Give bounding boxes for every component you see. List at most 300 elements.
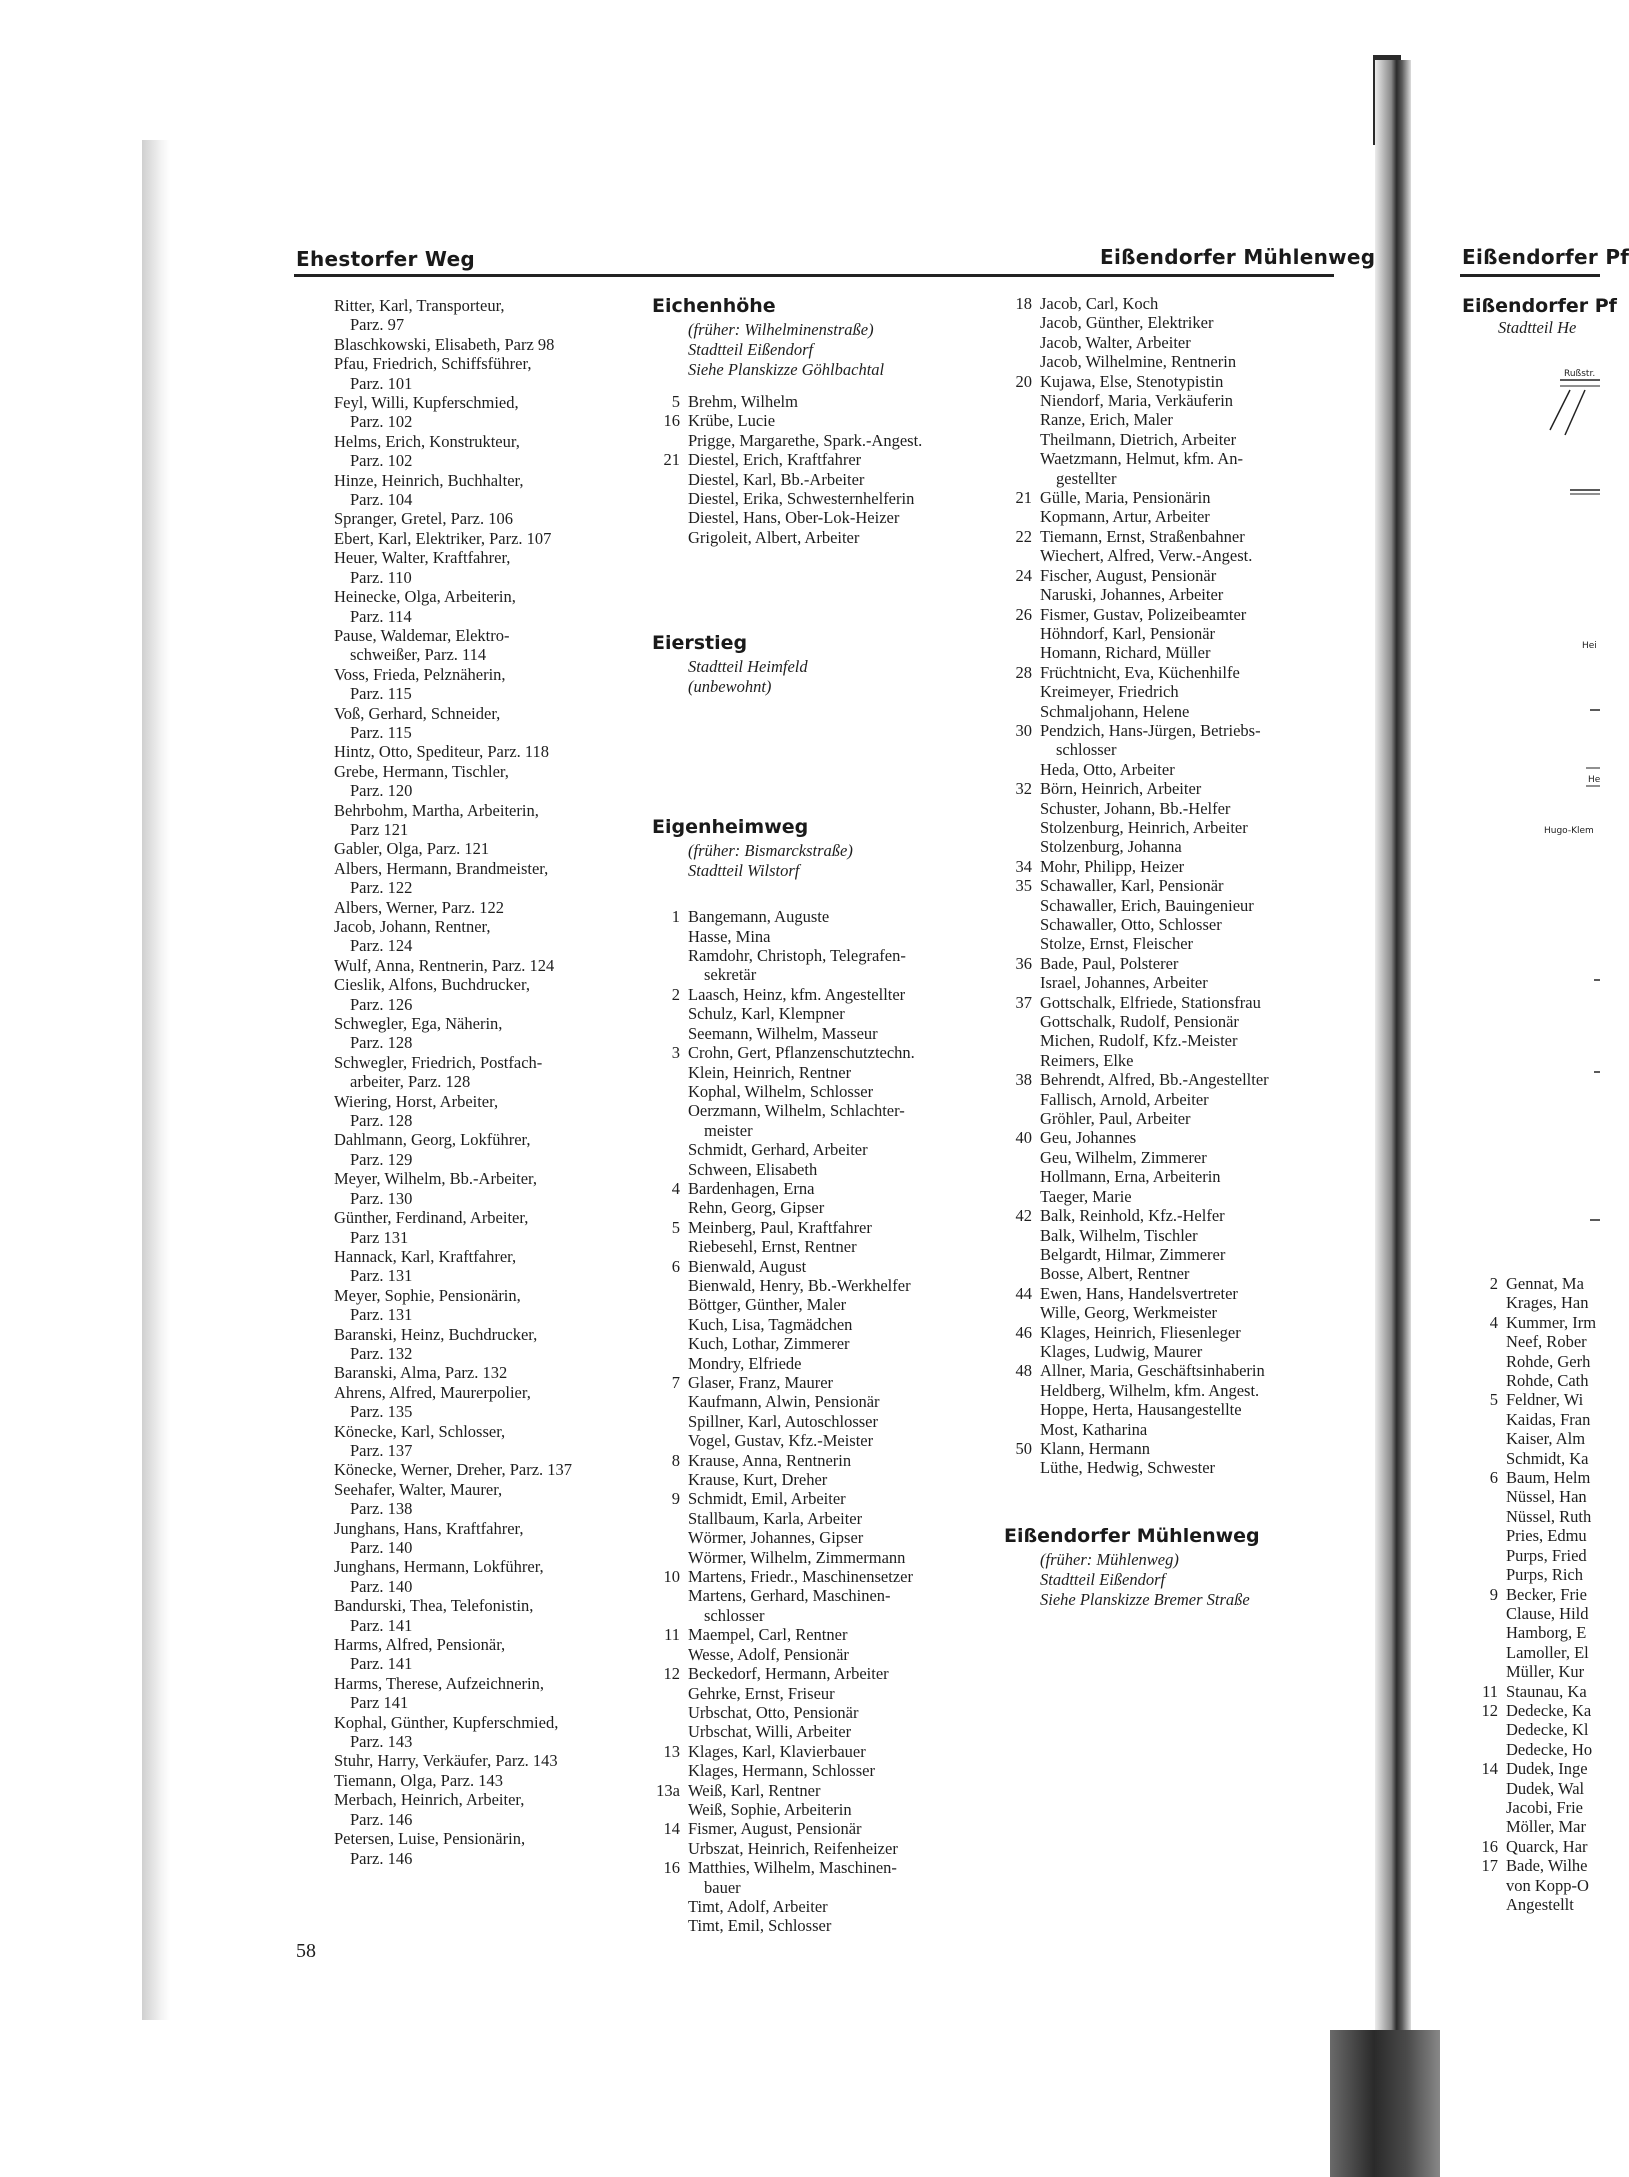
spacer xyxy=(652,881,992,907)
entry-continuation: Parz. 104 xyxy=(350,490,413,510)
entry-line: Dedecke, Ka xyxy=(1506,1700,1592,1720)
directory-entry xyxy=(334,1130,634,1169)
entry-line: Urbschat, Otto, Pensionär xyxy=(688,1702,859,1722)
directory-entry xyxy=(1040,1148,1360,1167)
column-4-heading xyxy=(1462,294,1617,338)
directory-entry xyxy=(1506,1817,1606,1836)
entry-line: Kaidas, Fran xyxy=(1506,1409,1591,1429)
directory-entry xyxy=(1015,565,1360,585)
column-3 xyxy=(1004,294,1360,1610)
directory-entry xyxy=(671,1489,992,1509)
entry-line: Stuhr, Harry, Verkäufer, Parz. 143 xyxy=(334,1751,558,1771)
directory-entry xyxy=(334,1713,634,1752)
street-eichenhoehe-notes xyxy=(652,320,992,380)
entry-line: Geu, Wilhelm, Zimmerer xyxy=(1040,1147,1207,1167)
entry-continuation: Parz. 120 xyxy=(350,781,413,801)
directory-entry xyxy=(663,1741,992,1761)
entry-line: Höhndorf, Karl, Pensionär xyxy=(1040,623,1216,643)
street-eichenhoehe-title: Eichenhöhe xyxy=(652,295,776,317)
street-eichenhoehe-entries xyxy=(652,392,992,547)
entry-line: Behrbohm, Martha, Arbeiterin, xyxy=(334,800,539,820)
house-number: 11 xyxy=(664,1625,680,1645)
house-number: 12 xyxy=(1481,1700,1498,1720)
directory-entry xyxy=(1506,1371,1606,1390)
entry-line: Feldner, Wi xyxy=(1506,1390,1584,1410)
entry-continuation: bauer xyxy=(704,1877,741,1897)
map-label-3: He xyxy=(1588,775,1601,785)
street-note: (unbewohnt) xyxy=(688,677,772,697)
directory-entry xyxy=(1040,1264,1360,1283)
entry-line: Mondry, Elfriede xyxy=(688,1353,802,1373)
directory-entry xyxy=(1040,1167,1360,1186)
directory-entry xyxy=(688,1684,992,1703)
entry-continuation: Parz. 97 xyxy=(350,315,405,335)
entry-line: Meinberg, Paul, Kraftfahrer xyxy=(688,1217,872,1237)
directory-entry xyxy=(1040,352,1360,371)
directory-entry xyxy=(688,1897,992,1916)
entry-line: Schawaller, Karl, Pensionär xyxy=(1040,876,1224,896)
entry-line: Krübe, Lucie xyxy=(688,411,776,431)
directory-entry xyxy=(334,1092,634,1131)
directory-entry xyxy=(1040,1109,1360,1128)
entry-continuation: schweißer, Parz. 114 xyxy=(350,645,487,665)
entry-line: Balk, Wilhelm, Tischler xyxy=(1040,1225,1198,1245)
map-label-4: Hugo-Klem xyxy=(1544,826,1594,836)
directory-entry xyxy=(334,839,634,858)
directory-entry xyxy=(1040,507,1360,526)
entry-line: Urbschat, Willi, Arbeiter xyxy=(688,1722,852,1742)
entry-line: Nüssel, Han xyxy=(1506,1487,1587,1507)
directory-entry xyxy=(334,1208,634,1247)
directory-entry xyxy=(1489,1390,1606,1410)
house-number: 11 xyxy=(1482,1681,1498,1701)
entry-line: Ramdohr, Christoph, Telegrafen- xyxy=(688,946,906,966)
entry-line: Krause, Anna, Rentnerin xyxy=(688,1450,852,1470)
directory-entry xyxy=(334,1363,634,1382)
directory-entry xyxy=(664,1625,992,1645)
entry-line: Maempel, Carl, Rentner xyxy=(688,1625,848,1645)
house-number: 9 xyxy=(1489,1584,1498,1604)
house-number: 14 xyxy=(1481,1759,1498,1779)
entry-continuation: sekretär xyxy=(704,965,757,985)
directory-entry xyxy=(688,1160,992,1179)
directory-entry xyxy=(1506,1449,1606,1468)
entry-line: Belgardt, Hilmar, Zimmerer xyxy=(1040,1244,1226,1264)
directory-entry xyxy=(671,1373,992,1392)
directory-entry xyxy=(1040,585,1360,604)
entry-line: Schmidt, Emil, Arbeiter xyxy=(688,1489,846,1509)
entry-line: Heda, Otto, Arbeiter xyxy=(1040,759,1175,779)
directory-entry xyxy=(688,1470,992,1489)
directory-entry xyxy=(1040,934,1360,953)
entry-line: Junghans, Hermann, Lokführer, xyxy=(334,1557,544,1577)
entry-line: Wiechert, Alfred, Verw.-Angest. xyxy=(1040,546,1253,566)
directory-entry xyxy=(663,1819,992,1839)
entry-line: Timt, Emil, Schlosser xyxy=(688,1916,832,1936)
entry-line: Purps, Rich xyxy=(1506,1565,1584,1585)
house-number: 8 xyxy=(671,1450,680,1470)
street-note: (früher: Mühlenweg) xyxy=(1040,1549,1179,1569)
directory-entry xyxy=(334,626,634,665)
entry-line: Börn, Heinrich, Arbeiter xyxy=(1040,779,1202,799)
directory-entry xyxy=(688,1237,992,1256)
directory-entry xyxy=(1040,973,1360,992)
house-number: 5 xyxy=(671,392,680,411)
entry-line: Martens, Gerhard, Maschinen- xyxy=(688,1586,891,1606)
directory-entry xyxy=(1015,1438,1360,1458)
house-number: 21 xyxy=(663,450,680,470)
street-sketch-map xyxy=(1530,360,1600,1260)
directory-entry xyxy=(334,548,634,587)
directory-entry xyxy=(688,1548,992,1567)
entry-line: Fallisch, Arnold, Arbeiter xyxy=(1040,1089,1209,1109)
directory-entry xyxy=(688,1703,992,1722)
spacer xyxy=(652,380,992,392)
entry-line: von Kopp-O xyxy=(1506,1875,1589,1895)
entry-line: Allner, Maria, Geschäftsinhaberin xyxy=(1040,1361,1265,1381)
entry-line: Fismer, August, Pensionär xyxy=(688,1819,862,1839)
directory-entry xyxy=(1040,799,1360,818)
entry-line: Gehrke, Ernst, Friseur xyxy=(688,1683,835,1703)
entry-line: Bandurski, Thea, Telefonistin, xyxy=(334,1596,534,1616)
directory-entry xyxy=(688,1645,992,1664)
entry-continuation: Parz. 138 xyxy=(350,1499,413,1519)
directory-entry xyxy=(334,509,634,528)
entry-line: Wesse, Adolf, Pensionär xyxy=(688,1644,849,1664)
directory-entry xyxy=(1506,1623,1606,1642)
entry-continuation: Parz. 102 xyxy=(350,412,413,432)
house-number: 16 xyxy=(663,411,680,431)
directory-entry xyxy=(1015,1206,1360,1226)
entry-continuation: Parz. 130 xyxy=(350,1188,413,1208)
entry-line: Tiemann, Olga, Parz. 143 xyxy=(334,1770,503,1790)
entry-line: Theilmann, Dietrich, Arbeiter xyxy=(1040,429,1237,449)
entry-line: Gabler, Olga, Parz. 121 xyxy=(334,839,490,859)
entry-line: Kuch, Lothar, Zimmerer xyxy=(688,1334,850,1354)
entry-line: Dudek, Wal xyxy=(1506,1778,1585,1798)
directory-entry xyxy=(1506,1895,1606,1914)
entry-line: Heldberg, Wilhelm, kfm. Angest. xyxy=(1040,1380,1260,1400)
entry-line: Wörmer, Johannes, Gipser xyxy=(688,1528,864,1548)
directory-entry xyxy=(1506,1876,1606,1895)
entry-line: Hannack, Karl, Kraftfahrer, xyxy=(334,1246,517,1266)
house-number: 44 xyxy=(1015,1283,1032,1303)
entry-line: Kujawa, Else, Stenotypistin xyxy=(1040,371,1224,391)
entry-line: Früchtnicht, Eva, Küchenhilfe xyxy=(1040,662,1240,682)
directory-entry xyxy=(334,1751,634,1770)
street-note: Stadtteil He xyxy=(1498,318,1577,337)
directory-entry xyxy=(334,1286,634,1325)
directory-entry xyxy=(1481,1759,1606,1779)
directory-entry xyxy=(688,1412,992,1431)
street-eigenheimweg-entries xyxy=(652,907,992,1936)
directory-entry xyxy=(1506,1507,1606,1526)
house-number: 5 xyxy=(1489,1390,1498,1410)
house-number: 13 xyxy=(663,1741,680,1761)
entry-line: Dedecke, Kl xyxy=(1506,1720,1589,1740)
directory-entry xyxy=(1015,662,1360,682)
entry-line: Jacob, Günther, Elektriker xyxy=(1040,313,1214,333)
entry-line: Naruski, Johannes, Arbeiter xyxy=(1040,585,1224,605)
entry-continuation: arbeiter, Parz. 128 xyxy=(350,1072,471,1092)
directory-entry xyxy=(334,1422,634,1461)
directory-entry xyxy=(1506,1798,1606,1817)
house-number: 48 xyxy=(1015,1361,1032,1381)
spacer xyxy=(652,697,992,815)
street-eierstieg-notes xyxy=(652,657,992,697)
directory-entry xyxy=(1482,1681,1606,1701)
directory-entry xyxy=(1489,1584,1606,1604)
directory-entry xyxy=(688,1354,992,1373)
entry-line: Jacob, Johann, Rentner, xyxy=(334,917,491,936)
entry-line: Grigoleit, Albert, Arbeiter xyxy=(688,527,860,547)
street-note: Stadtteil Wilstorf xyxy=(688,861,800,881)
directory-entry xyxy=(1040,1187,1360,1206)
directory-entry xyxy=(688,489,992,508)
directory-entry xyxy=(671,1450,992,1470)
entry-line: Pfau, Friedrich, Schiffsführer, xyxy=(334,354,532,374)
house-number: 28 xyxy=(1015,662,1032,682)
directory-entry xyxy=(1040,1051,1360,1070)
street-eissendorfer-muehlenweg-title: Eißendorfer Mühlenweg xyxy=(1004,1524,1260,1547)
entry-line: Schulz, Karl, Klempner xyxy=(688,1004,845,1024)
directory-entry xyxy=(1015,876,1360,896)
street-eierstieg-title: Eierstieg xyxy=(652,632,748,655)
entry-line: Most, Katharina xyxy=(1040,1419,1148,1439)
directory-entry xyxy=(1040,818,1360,837)
entry-line: Bade, Wilhe xyxy=(1506,1856,1588,1876)
directory-entry xyxy=(688,1101,992,1140)
entry-line: Purps, Fried xyxy=(1506,1545,1587,1565)
next-page-header: Eißendorfer Pf xyxy=(1462,245,1629,269)
entry-line: Lüthe, Hedwig, Schwester xyxy=(1040,1458,1216,1478)
entry-continuation: Parz. 101 xyxy=(350,373,413,393)
house-number: 22 xyxy=(1015,526,1032,546)
entry-continuation: Parz. 131 xyxy=(350,1305,413,1325)
house-number: 14 xyxy=(663,1819,680,1839)
directory-entry xyxy=(1489,1468,1606,1488)
directory-entry xyxy=(334,917,634,956)
house-number: 35 xyxy=(1015,876,1032,896)
directory-entry xyxy=(1040,430,1360,449)
directory-entry xyxy=(334,1596,634,1635)
directory-entry xyxy=(1015,992,1360,1012)
directory-entry xyxy=(688,1082,992,1101)
directory-entry xyxy=(1489,1312,1606,1332)
entry-line: Albers, Hermann, Brandmeister, xyxy=(334,858,549,878)
entry-line: Prigge, Margarethe, Spark.-Angest. xyxy=(688,430,923,450)
directory-entry xyxy=(1015,294,1360,313)
entry-line: Klages, Karl, Klavierbauer xyxy=(688,1741,866,1761)
entry-line: Heuer, Walter, Kraftfahrer, xyxy=(334,548,511,568)
entry-line: Hasse, Mina xyxy=(688,926,771,946)
house-number: 16 xyxy=(1481,1836,1498,1856)
entry-continuation: Parz. 128 xyxy=(350,1033,413,1053)
house-number: 3 xyxy=(671,1043,680,1063)
directory-entry xyxy=(334,1460,634,1479)
entry-line: Kophal, Wilhelm, Schlosser xyxy=(688,1081,874,1101)
entry-line: Oerzmann, Wilhelm, Schlachter- xyxy=(688,1101,905,1121)
entry-continuation: gestellter xyxy=(1056,468,1117,488)
entry-continuation: Parz. 128 xyxy=(350,1111,413,1131)
entry-continuation: Parz. 141 xyxy=(350,1615,413,1635)
entry-line: Tiemann, Ernst, Straßenbahner xyxy=(1040,526,1245,546)
house-number: 20 xyxy=(1015,371,1032,391)
entry-continuation: Parz. 102 xyxy=(350,451,413,471)
entry-line: Lamoller, El xyxy=(1506,1642,1589,1662)
directory-entry xyxy=(1040,915,1360,934)
entry-line: Dahlmann, Georg, Lokführer, xyxy=(334,1130,531,1150)
entry-line: Riebesehl, Ernst, Rentner xyxy=(688,1237,857,1257)
entry-line: Ebert, Karl, Elektriker, Parz. 107 xyxy=(334,528,552,548)
entry-line: Stallbaum, Karla, Arbeiter xyxy=(688,1508,863,1528)
directory-entry xyxy=(688,508,992,527)
directory-entry xyxy=(334,1557,634,1596)
page-number: 58 xyxy=(296,1940,316,1962)
entry-line: Martens, Friedr., Maschinensetzer xyxy=(688,1567,913,1587)
entry-line: Diestel, Hans, Ober-Lok-Heizer xyxy=(688,508,900,528)
entry-line: Wiering, Horst, Arbeiter, xyxy=(334,1091,499,1111)
directory-entry xyxy=(688,1198,992,1217)
directory-entry xyxy=(1015,1128,1360,1148)
directory-entry xyxy=(1506,1487,1606,1506)
entry-line: Hinze, Heinrich, Buchhalter, xyxy=(334,470,524,490)
entry-line: Stolze, Ernst, Fleischer xyxy=(1040,934,1194,954)
entry-line: Pendzich, Hans-Jürgen, Betriebs- xyxy=(1040,720,1261,740)
entry-line: Albers, Werner, Parz. 122 xyxy=(334,897,504,917)
house-number: 4 xyxy=(1489,1312,1498,1332)
entry-line: Heinecke, Olga, Arbeiterin, xyxy=(334,587,516,607)
entry-line: Merbach, Heinrich, Arbeiter, xyxy=(334,1790,525,1810)
directory-entry xyxy=(334,956,634,975)
entry-line: Jacobi, Frie xyxy=(1506,1797,1583,1817)
entry-line: Jacob, Carl, Koch xyxy=(1040,294,1159,313)
entry-line: Meyer, Wilhelm, Bb.-Arbeiter, xyxy=(334,1169,537,1189)
entry-continuation: Parz. 131 xyxy=(350,1266,413,1286)
entry-line: Grebe, Hermann, Tischler, xyxy=(334,761,509,781)
entry-continuation: Parz. 126 xyxy=(350,994,413,1014)
entry-line: Rehn, Georg, Gipser xyxy=(688,1198,825,1218)
directory-entry xyxy=(1015,604,1360,624)
directory-entry xyxy=(688,1761,992,1780)
directory-entry xyxy=(1015,779,1360,799)
directory-entry xyxy=(688,1800,992,1819)
directory-entry xyxy=(671,907,992,927)
house-number: 5 xyxy=(671,1217,680,1237)
directory-entry xyxy=(334,1674,634,1713)
entry-line: Ewen, Hans, Handelsvertreter xyxy=(1040,1283,1238,1303)
directory-entry xyxy=(663,450,992,470)
entry-continuation: schlosser xyxy=(704,1605,765,1625)
entry-line: Hintz, Otto, Spediteur, Parz. 118 xyxy=(334,742,550,762)
street-eigenheimweg-notes xyxy=(652,841,992,881)
column-4 xyxy=(1470,1274,1606,1914)
entry-line: Baranski, Heinz, Buchdrucker, xyxy=(334,1324,538,1344)
street-note: (früher: Bismarckstraße) xyxy=(688,841,853,861)
directory-entry xyxy=(334,742,634,761)
entry-line: Meyer, Sophie, Pensionärin, xyxy=(334,1285,521,1305)
directory-entry xyxy=(334,432,634,471)
directory-entry xyxy=(1040,333,1360,352)
entry-line: Bosse, Albert, Rentner xyxy=(1040,1264,1190,1284)
entry-line: Crohn, Gert, Pflanzenschutztechn. xyxy=(688,1043,915,1063)
directory-entry xyxy=(663,1664,992,1684)
directory-entry xyxy=(688,1722,992,1741)
entry-line: Rohde, Cath xyxy=(1506,1371,1589,1391)
entry-line: Kopmann, Artur, Arbeiter xyxy=(1040,507,1210,527)
entry-line: Schuster, Johann, Bb.-Helfer xyxy=(1040,798,1231,818)
page-edge-shadow xyxy=(142,140,170,2020)
house-number: 7 xyxy=(671,1373,680,1392)
house-number: 34 xyxy=(1015,856,1032,876)
entry-line: Schwegler, Friedrich, Postfach- xyxy=(334,1052,543,1072)
house-number: 10 xyxy=(663,1567,680,1587)
entry-line: Gröhler, Paul, Arbeiter xyxy=(1040,1109,1191,1129)
directory-entry xyxy=(1040,1458,1360,1477)
house-number: 42 xyxy=(1015,1206,1032,1226)
directory-entry xyxy=(688,470,992,489)
directory-entry xyxy=(334,801,634,840)
entry-line: Kaufmann, Alwin, Pensionär xyxy=(688,1392,880,1412)
house-number: 2 xyxy=(1489,1274,1498,1293)
directory-entry xyxy=(334,1325,634,1364)
entry-line: Schmidt, Ka xyxy=(1506,1448,1589,1468)
entry-line: Gottschalk, Rudolf, Pensionär xyxy=(1040,1012,1239,1032)
entry-line: Niendorf, Maria, Verkäuferin xyxy=(1040,391,1234,411)
directory-entry xyxy=(1481,1836,1606,1856)
spacer xyxy=(1040,1478,1360,1524)
directory-entry xyxy=(1506,1720,1606,1739)
directory-entry xyxy=(671,984,992,1004)
house-number: 17 xyxy=(1481,1856,1498,1876)
map-label-1: Rußstr. xyxy=(1564,369,1596,379)
book-clip-bottom xyxy=(1330,2030,1440,2177)
entry-line: Kuch, Lisa, Tagmädchen xyxy=(688,1314,853,1334)
entry-line: Weiß, Sophie, Arbeiterin xyxy=(688,1799,852,1819)
directory-entry xyxy=(1040,391,1360,410)
house-number: 26 xyxy=(1015,604,1032,624)
entry-line: Homann, Richard, Müller xyxy=(1040,643,1211,663)
entry-line: Nüssel, Ruth xyxy=(1506,1506,1592,1526)
directory-entry xyxy=(688,1334,992,1353)
house-number: 1 xyxy=(671,907,680,927)
entry-line: Böttger, Günther, Maler xyxy=(688,1295,847,1315)
directory-entry xyxy=(1506,1740,1606,1759)
column-1 xyxy=(334,296,634,1868)
entry-line: Taeger, Marie xyxy=(1040,1186,1132,1206)
entry-line: Ranze, Erich, Maler xyxy=(1040,410,1173,430)
directory-entry xyxy=(1506,1565,1606,1584)
entry-continuation: Parz. 110 xyxy=(350,567,412,587)
entry-line: Petersen, Luise, Pensionärin, xyxy=(334,1829,526,1849)
street-eissendorfer-muehlenweg-notes xyxy=(1004,1550,1360,1610)
directory-entry xyxy=(334,296,634,335)
entry-line: Hollmann, Erna, Arbeiterin xyxy=(1040,1167,1221,1187)
entry-line: Bienwald, August xyxy=(688,1256,807,1276)
entry-line: Schmaljohann, Helene xyxy=(1040,701,1190,721)
entry-line: Müller, Kur xyxy=(1506,1662,1585,1682)
directory-entry xyxy=(688,1528,992,1547)
entry-line: Weiß, Karl, Rentner xyxy=(688,1780,821,1800)
directory-entry xyxy=(656,1780,992,1800)
entry-line: Klages, Hermann, Schlosser xyxy=(688,1761,875,1781)
house-number: 6 xyxy=(1489,1468,1498,1488)
directory-entry xyxy=(1015,488,1360,508)
entry-line: Harms, Alfred, Pensionär, xyxy=(334,1635,506,1655)
house-number: 30 xyxy=(1015,720,1032,740)
directory-entry xyxy=(688,946,992,985)
house-number: 32 xyxy=(1015,779,1032,799)
